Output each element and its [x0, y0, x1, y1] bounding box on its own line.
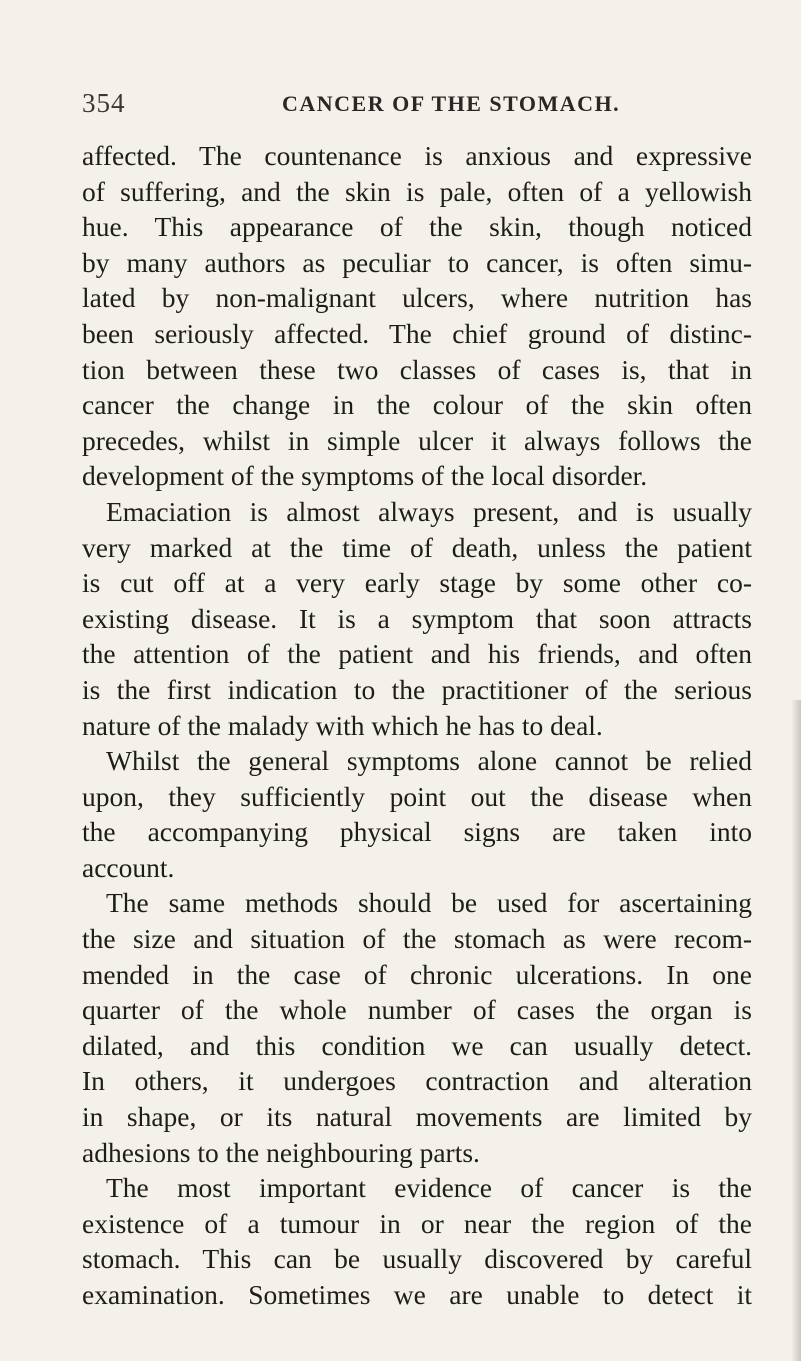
text-line: examination. Sometimes we are unable to detect it — [82, 1279, 752, 1310]
text-line: precedes, whilst in simple ulcer it always follows the — [82, 424, 752, 456]
text-line: The same methods should be used for ascertaining — [106, 887, 752, 919]
text-line: cancer the change in the colour of the skin often — [82, 389, 752, 421]
text-line: In others, it undergoes contraction and alteration — [82, 1065, 752, 1097]
text-line: in shape, or its natural movements are limited by — [82, 1101, 752, 1133]
text-line: hue. This appearance of the skin, though noticed — [82, 211, 752, 243]
running-head — [82, 88, 752, 124]
text-line: upon, they sufficiently point out the disease when — [82, 780, 752, 812]
text-line: the size and situation of the stomach as were recom- — [82, 923, 752, 955]
text-line: stomach. This can be usually discovered by careful — [82, 1243, 752, 1275]
text-line: is cut off at a very early stage by some other co- — [82, 567, 752, 599]
body-text — [82, 138, 752, 1313]
page-edge-shadow — [791, 700, 801, 1361]
text-line: adhesions to the neighbouring parts. — [82, 1136, 480, 1168]
text-line: the attention of the patient and his friends, and often — [82, 638, 752, 670]
text-line: Emaciation is almost always present, and is usually — [106, 495, 752, 527]
text-line: affected. The countenance is anxious and expressive — [82, 140, 752, 171]
text-line: by many authors as peculiar to cancer, is often simu- — [82, 246, 752, 278]
text-line: of suffering, and the skin is pale, often of a yellowish — [82, 175, 752, 207]
text-line: the accompanying physical signs are taken into — [82, 816, 752, 848]
text-line: is the first indication to the practitioner of the serious — [82, 673, 752, 705]
text-line: account. — [82, 851, 175, 883]
text-line: existence of a tumour in or near the region of the — [82, 1207, 752, 1239]
text-line: existing disease. It is a symptom that soon attracts — [82, 602, 752, 634]
text-line: Whilst the general symptoms alone cannot be relied — [106, 745, 752, 777]
text-line: very marked at the time of death, unless the patient — [82, 531, 752, 563]
text-line: development of the symptoms of the local disorder. — [82, 460, 648, 492]
text-line: dilated, and this condition we can usually detect. — [82, 1029, 752, 1061]
text-line: quarter of the whole number of cases the organ is — [82, 994, 752, 1026]
text-line: The most important evidence of cancer is the — [106, 1172, 752, 1204]
running-title: CANCER OF THE STOMACH. — [282, 91, 621, 116]
text-line: tion between these two classes of cases is, that in — [82, 353, 752, 385]
text-line: nature of the malady with which he has to deal. — [82, 709, 603, 741]
text-line: mended in the case of chronic ulcerations. In one — [82, 958, 752, 990]
text-line: been seriously affected. The chief ground of distinc- — [82, 317, 752, 349]
text-line: lated by non-malignant ulcers, where nutrition has — [82, 282, 752, 314]
page-number: 354 — [82, 88, 126, 118]
